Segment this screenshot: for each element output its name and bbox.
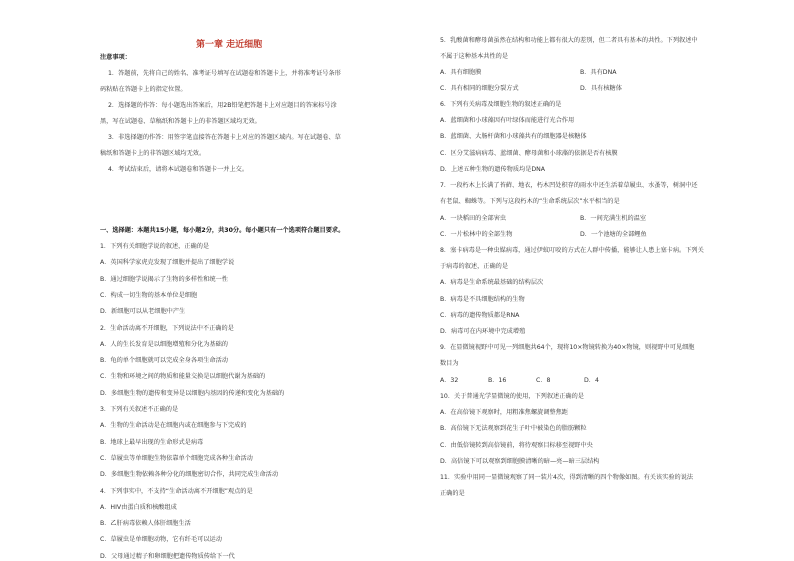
question-stem: 10．关于普通光学显微镜的使用，下列叙述正确的是 bbox=[440, 393, 584, 400]
page-title: 第一章 走近细胞 bbox=[196, 40, 263, 50]
answer-option: C．病毒的遗传物质都是RNA bbox=[440, 311, 520, 319]
answer-option: A．生物的生命活动是在细胞内或在细胞参与下完成的 bbox=[100, 422, 247, 430]
notes-line: 稿纸和答题卡上的非答题区域均无效。 bbox=[100, 150, 206, 157]
answer-option: A．在高倍镜下观察时，用粗准焦螺旋调整焦距 bbox=[440, 409, 568, 417]
answer-option: A．一块稻田的全部害虫 bbox=[440, 215, 507, 222]
answer-option: B．具有DNA bbox=[580, 69, 617, 76]
question-stem: 5．乳酸菌和酵母菌虽然在结构和功能上都有很大的差别，但二者具有基本的共性。下列叙述中 bbox=[440, 37, 698, 44]
answer-option: D．新细胞可以从老细胞中产生 bbox=[100, 308, 186, 316]
answer-option: A．病毒是生命系统最基础的结构层次 bbox=[440, 279, 544, 287]
question-stem: 6．下列有关病毒及细胞生物的叙述正确的是 bbox=[440, 101, 562, 108]
answer-option: C．一片松林中的全部生物 bbox=[440, 231, 513, 238]
question-stem-cont: 正确的是 bbox=[440, 490, 465, 498]
question-stem: 1．下列有关细胞学说的叙述，正确的是 bbox=[100, 243, 210, 250]
answer-option: C．区分艾滋病病毒、蓝细菌、酵母菌和小球藻的依据是否有核膜 bbox=[440, 149, 618, 157]
answer-option: B．龟的单个细胞就可以完成全身各项生命活动 bbox=[100, 357, 228, 365]
answer-option: B．病毒是不具细胞结构的生物 bbox=[440, 295, 525, 303]
answer-option: C．由低倍镜转到高倍镜前，将待观察目标移至视野中央 bbox=[440, 441, 593, 449]
answer-option: D．具有核糖体 bbox=[580, 85, 622, 92]
question-stem: 11．实验中用同一显微镜观察了同一装片4次，得到清晰的四个物像如图。有关该实验的说法 bbox=[440, 474, 694, 481]
answer-option: B．高倍镜下无法观察到花生子叶中被染色的脂肪颗粒 bbox=[440, 425, 587, 433]
answer-option: B．地球上最早出现的生命形式是病毒 bbox=[100, 438, 204, 446]
question-stem: 2．生命活动离不开细胞，下列说法中不正确的是 bbox=[100, 324, 234, 332]
answer-option: D．多细胞生物的遗传和变异是以细胞内基因的传递和变化为基础的 bbox=[100, 389, 285, 397]
answer-option: C．生物和环境之间的物质和能量交换是以细胞代谢为基础的 bbox=[100, 373, 266, 381]
answer-option: A．蓝细菌和小球藻因有叶绿体而能进行光合作用 bbox=[440, 117, 575, 125]
answer-option: D．多细胞生物依赖各种分化的细胞密切合作，共同完成生命活动 bbox=[100, 471, 279, 479]
answer-option: C．构成一切生物的基本单位是细胞 bbox=[100, 291, 198, 299]
answer-option: A．具有细胞膜 bbox=[440, 69, 482, 76]
question-stem: 8．塞卡病毒是一种虫媒病毒，通过伊蚊叮咬的方式在人群中传播，能够让人患上塞卡病。下列关 bbox=[440, 247, 704, 254]
question-stem: 3．下列有关叙述不正确的是 bbox=[100, 406, 179, 413]
notes-line: 1．答题前，先将自己的姓名、准考证号填写在试题卷和答题卡上，并将准考证号条形 bbox=[108, 70, 341, 77]
question-stem: 4．下列事实中，不支持“生命活动离不开细胞”观点的是 bbox=[100, 487, 253, 495]
answer-option: A．32 bbox=[440, 377, 459, 384]
answer-option: D．4 bbox=[584, 377, 599, 384]
answer-option: B．一间充满生机的温室 bbox=[580, 215, 647, 222]
answer-option: A．人的生长发育是以细胞增殖和分化为基础的 bbox=[100, 340, 228, 348]
question-stem-cont: 数目为 bbox=[440, 360, 459, 368]
answer-option: C．草履虫是单细胞动物，它有纤毛可以运动 bbox=[100, 536, 222, 544]
answer-option: B．乙肝病毒依赖人体肝细胞生活 bbox=[100, 520, 191, 528]
answer-option: B．通过细胞学说揭示了生物的多样性和统一性 bbox=[100, 275, 228, 283]
answer-option: D．上述五种生物的遗传物质均是DNA bbox=[440, 165, 546, 173]
question-stem-cont: 于病毒的叙述，正确的是 bbox=[440, 263, 509, 271]
question-stem-cont: 有老鼠、蜘蛛等。下列与这段朽木的“生命系统层次”水平相当的是 bbox=[440, 198, 620, 206]
notes-heading: 注意事项： bbox=[100, 54, 131, 61]
notes-line: 3．非选择题的作答：用签字笔直接答在答题卡上对应的答题区域内。写在试题卷、草 bbox=[108, 134, 341, 141]
answer-option: A．HIV由蛋白质和核酸组成 bbox=[100, 503, 177, 511]
answer-option: A．英国科学家虎克发现了细胞并提出了细胞学说 bbox=[100, 259, 235, 267]
answer-option: B．16 bbox=[488, 377, 507, 384]
answer-option: C．8 bbox=[536, 377, 551, 384]
notes-line: 2．选择题的作答：每小题选出答案后，用2B铅笔把答题卡上对应题目的答案标号涂 bbox=[108, 102, 337, 109]
answer-option: D．病毒可在内环境中完成增殖 bbox=[440, 328, 526, 335]
question-stem: 7．一段朽木上长满了苔藓、地衣，朽木凹处积存的雨水中还生活着草履虫、水蚤等，树洞中还 bbox=[440, 182, 698, 189]
question-stem: 9．在显微镜视野中可见一列细胞共64个，现将10×物镜转换为40×物镜，则视野中可见细胞 bbox=[440, 344, 695, 352]
question-stem-cont: 不属于这种基本共性的是 bbox=[440, 53, 509, 60]
notes-line: 黑，写在试题卷、草稿纸和答题卡上的非答题区域均无效。 bbox=[100, 118, 261, 125]
answer-option: D．一个池塘的全部鲤鱼 bbox=[580, 231, 647, 238]
answer-option: B．蓝细菌、大肠杆菌和小球藻共有的细胞器是核糖体 bbox=[440, 133, 587, 141]
section-heading: 一、选择题：本题共15小题，每小题2分，共30分。每小题只有一个选项符合题目要求。 bbox=[100, 227, 345, 234]
answer-option: D．高倍镜下可以观察到细胞膜清晰的暗—亮—暗三层结构 bbox=[440, 457, 600, 465]
notes-line: 4．考试结束后，请将本试题卷和答题卡一并上交。 bbox=[108, 166, 249, 173]
notes-line: 码粘贴在答题卡上的指定位置。 bbox=[100, 86, 187, 93]
answer-option: C．草履虫等单细胞生物依靠单个细胞完成各种生命活动 bbox=[100, 454, 253, 462]
answer-option: C．具有相同的细胞分裂方式 bbox=[440, 85, 519, 92]
answer-option: D．父母通过精子和卵细胞把遗传物质传给下一代 bbox=[100, 552, 235, 560]
